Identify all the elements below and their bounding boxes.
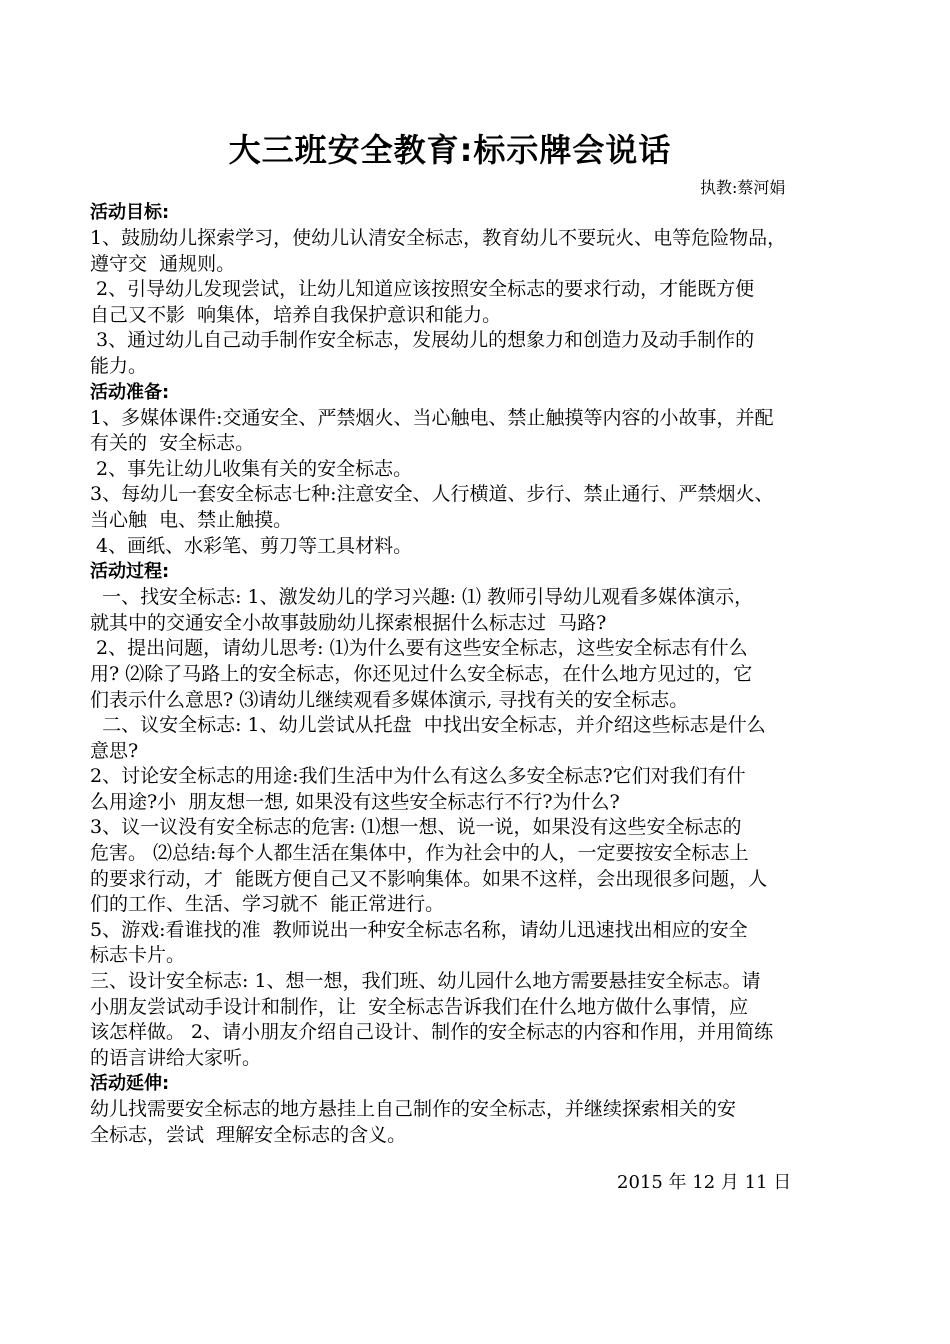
paragraph-line: 用? ⑵除了马路上的安全标志，你还见过什么安全标志，在什么地方见过的，它 [90, 662, 753, 685]
paragraph-line: 遵守交 通规则。 [90, 252, 236, 275]
paragraph-line: 三、设计安全标志: 1、想一想，我们班、幼儿园什么地方需要悬挂安全标志。请 [90, 970, 761, 993]
paragraph-line: 标志卡片。 [90, 944, 186, 967]
paragraph-line: 1、多媒体课件:交通安全、严禁烟火、当心触电、禁止触摸等内容的小故事，并配 [90, 406, 774, 429]
section-goals [90, 200, 890, 380]
paragraph-line: 1、鼓励幼儿探索学习，使幼儿认清安全标志，教育幼儿不要玩火、电等危险物品， [90, 227, 787, 249]
section-heading: 活动目标: [90, 202, 170, 223]
paragraph-line: 二、议安全标志: 1、幼儿尝试从托盘 中找出安全标志，并介绍这些标志是什么 [90, 714, 766, 737]
paragraph-line: 的要求行动，才 能既方便自己又不影响集体。如果不这样，会出现很多问题，人 [90, 867, 768, 890]
paragraph-line: 该怎样做。 2、请小朋友介绍自己设计、制作的安全标志的内容和作用，并用简练 [90, 1021, 774, 1044]
section-process [90, 559, 890, 1071]
paragraph-line: 一、找安全标志: 1、激发幼儿的学习兴趣: ⑴ 教师引导幼儿观看多媒体演示， [90, 586, 754, 609]
paragraph-line: 小朋友尝试动手设计和制作，让 安全标志告诉我们在什么地方做什么事情，应 [90, 995, 749, 1018]
paragraph-line: 意思? [90, 739, 139, 762]
document-title: 大三班安全教育:标示牌会说话 [228, 131, 672, 169]
paragraph-line: 2、讨论安全标志的用途:我们生活中为什么有这么多安全标志?它们对我们有什 [90, 765, 746, 788]
paragraph-line: 们表示什么意思? ⑶请幼儿继续观看多媒体演示, 寻找有关的安全标志。 [90, 688, 689, 711]
section-extension [90, 1071, 890, 1148]
document-body [90, 200, 890, 1149]
section-heading: 活动过程: [90, 561, 170, 583]
paragraph-line: 么用途?小 朋友想一想, 如果没有这些安全标志行不行?为什么? [90, 790, 620, 813]
document-date: 2015 年 12 月 11 日 [617, 1172, 792, 1193]
paragraph-line: 当心触 电、禁止触摸。 [90, 508, 293, 531]
paragraph-line: 4、画纸、水彩笔、剪刀等工具材料。 [90, 534, 413, 557]
paragraph-line: 们的工作、生活、学习就不 能正常进行。 [90, 893, 445, 916]
paragraph-line: 3、通过幼儿自己动手制作安全标志，发展幼儿的想象力和创造力及动手制作的 [90, 329, 755, 352]
paragraph-line: 的语言讲给大家听。 [90, 1046, 262, 1069]
paragraph-line: 危害。 ⑵总结:每个人都生活在集体中，作为社会中的人，一定要按安全标志上 [90, 842, 749, 865]
section-preparation [90, 380, 890, 560]
paragraph-line: 3、议一议没有安全标志的危害: ⑴想一想、说一说，如果没有这些安全标志的 [90, 816, 742, 839]
section-heading: 活动准备: [90, 381, 170, 403]
paragraph-line: 有关的 安全标志。 [90, 432, 255, 455]
paragraph-line: 自己又不影 响集体，培养自我保护意识和能力。 [90, 303, 502, 326]
paragraph-line: 2、提出问题，请幼儿思考: ⑴为什么要有这些安全标志，这些安全标志有什么 [90, 637, 748, 660]
section-heading: 活动延伸: [90, 1073, 170, 1095]
paragraph-line: 3、每幼儿一套安全标志七种:注意安全、人行横道、步行、禁止通行、严禁烟火、 [90, 483, 774, 506]
paragraph-line: 就其中的交通安全小故事鼓励幼儿探索根据什么标志过 马路? [90, 611, 607, 634]
paragraph-line: 能力。 [90, 354, 148, 377]
paragraph-line: 2、事先让幼儿收集有关的安全标志。 [90, 457, 413, 480]
paragraph-line: 幼儿找需要安全标志的地方悬挂上自己制作的安全标志，并继续探索相关的安 [90, 1098, 737, 1121]
paragraph-line: 全标志，尝试 理解安全标志的含义。 [90, 1124, 407, 1146]
paragraph-line: 5、游戏:看谁找的准 教师说出一种安全标志名称，请幼儿迅速找出相应的安全 [90, 918, 748, 941]
author-line: 执教:蔡河娟 [700, 178, 786, 197]
paragraph-line: 2、引导幼儿发现尝试，让幼儿知道应该按照安全标志的要求行动，才能既方便 [90, 278, 755, 301]
